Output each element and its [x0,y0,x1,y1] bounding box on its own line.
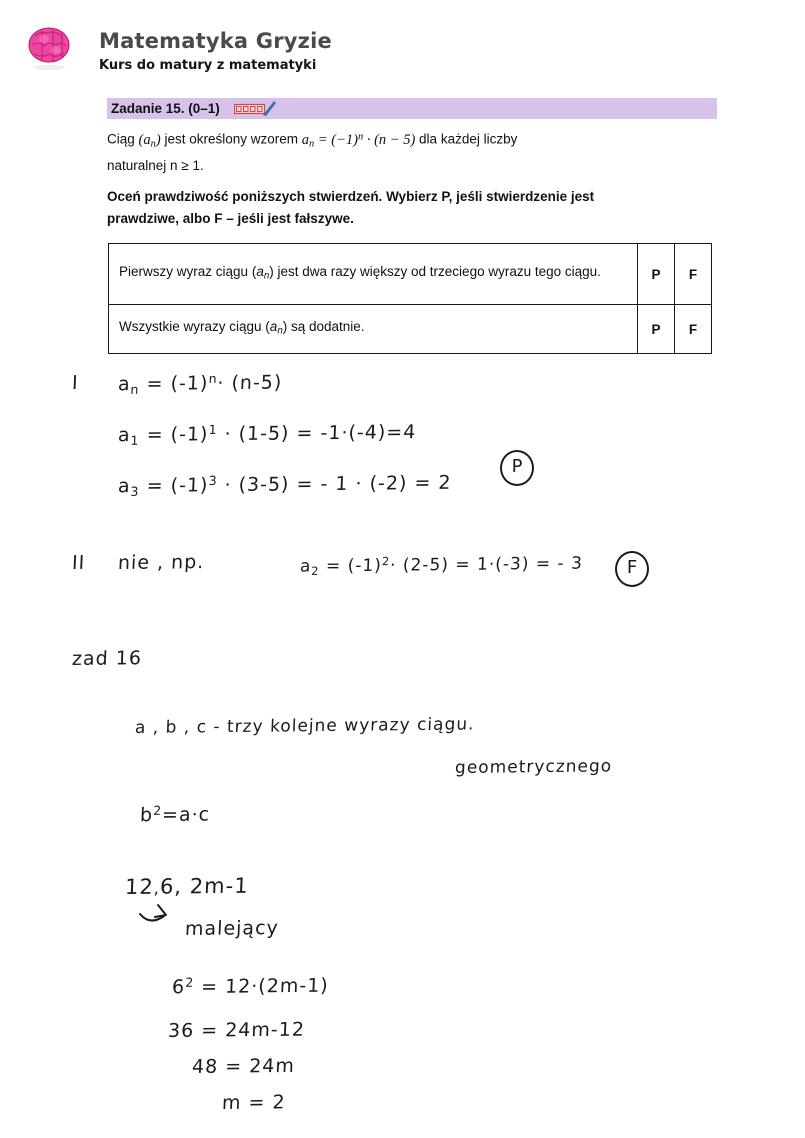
statement-text-post: dla każdej liczby [419,131,518,147]
task-header-bar [107,98,717,119]
statement-line2: naturalnej n ≥ 1. [107,158,204,174]
table-row [109,305,712,354]
handwritten-calc-line4: m = 2 [221,1091,287,1114]
handwritten-zad16-line4: 12,6, 2m-1 [124,873,250,899]
statement-cell-post: jest dwa razy większy od trzeciego wyrazu tego ciągu. [277,263,601,279]
table-row [109,244,712,305]
sequence-formula: $a_n = (-1)^n \cdot (n - 5)$ [301,131,416,150]
statement-cell [109,305,638,354]
handwritten-part2-text: nie , np. [117,551,205,574]
handwritten-zad16-line2: geometrycznego [454,756,613,778]
task-number-label: Zadanie 15. (0–1) [111,101,220,116]
handwritten-zad16-line5: malejący [184,917,280,940]
statement-cell-pre: Wszystkie wyrazy ciągu [119,318,262,334]
instruction-line-2: prawdziwe, albo F – jeśli jest fałszywe. [107,211,354,226]
task-statement [107,126,717,177]
handwritten-zad16-line1: a , b , c - trzy kolejne wyrazy ciągu. [134,714,475,738]
site-header [0,0,805,92]
handwritten-calc-line3: 48 = 24m [191,1054,296,1078]
sequence-symbol: $(a_n)$ [251,263,274,282]
sequence-symbol: $(a_n)$ [138,131,161,150]
circled-answer-p: P [500,450,534,486]
handwritten-part1-answer [500,450,534,486]
ruler-pencil-icon [234,101,276,117]
sequence-symbol: $(a_n)$ [265,318,288,337]
handwritten-part1-label: I [71,371,80,394]
brain-icon [22,24,76,72]
handwritten-part1-line2: $a1 = (-1)^1 \cdot (1-5) = -1\cdot(-4)=4$ [117,421,417,448]
statement-cell [109,244,638,305]
handwritten-zad16-label: zad 16 [71,647,143,670]
answer-option-false[interactable]: F [675,244,712,305]
task-instruction [107,186,717,230]
handwritten-part2-answer [615,551,649,587]
site-subtitle: Kurs do matury z matematyki [99,58,317,73]
handwritten-part2-label: II [71,551,86,574]
answer-option-false[interactable]: F [675,305,712,354]
handwritten-zad16-line3: $b^2=a\cdot c$ [139,802,211,827]
statement-text-mid: jest określony wzorem [164,131,298,147]
handwritten-calc-line2: 36 = 24m-12 [167,1018,306,1042]
statement-cell-pre: Pierwszy wyraz ciągu [119,263,249,279]
site-title: Matematyka Gryzie [99,29,332,53]
instruction-line-1: Oceń prawdziwość poniższych stwierdzeń. Wybierz P, jeśli stwierdzenie jest [107,189,595,204]
handwritten-part1-line1: an = $(-1)^n\cdot (n-5)$ [117,370,283,397]
answer-option-true[interactable]: P [638,305,675,354]
circled-answer-f: F [615,551,649,587]
handwritten-calc-line1: $6^2 = 12\cdot(2m-1)$ [171,974,330,999]
statement-text-pre: Ciąg [107,131,135,147]
handwritten-part2-calc: $a2 = (-1)^2\cdot (2-5) = 1\cdot(-3)$ = - 3 [299,553,584,578]
handwritten-part1-line3: $a3 = (-1)^3 \cdot (3-5)$ = - 1 · (-2) = 2 [117,471,452,499]
answer-option-true[interactable]: P [638,244,675,305]
true-false-table [108,243,712,354]
statement-cell-post: są dodatnie. [290,318,365,334]
